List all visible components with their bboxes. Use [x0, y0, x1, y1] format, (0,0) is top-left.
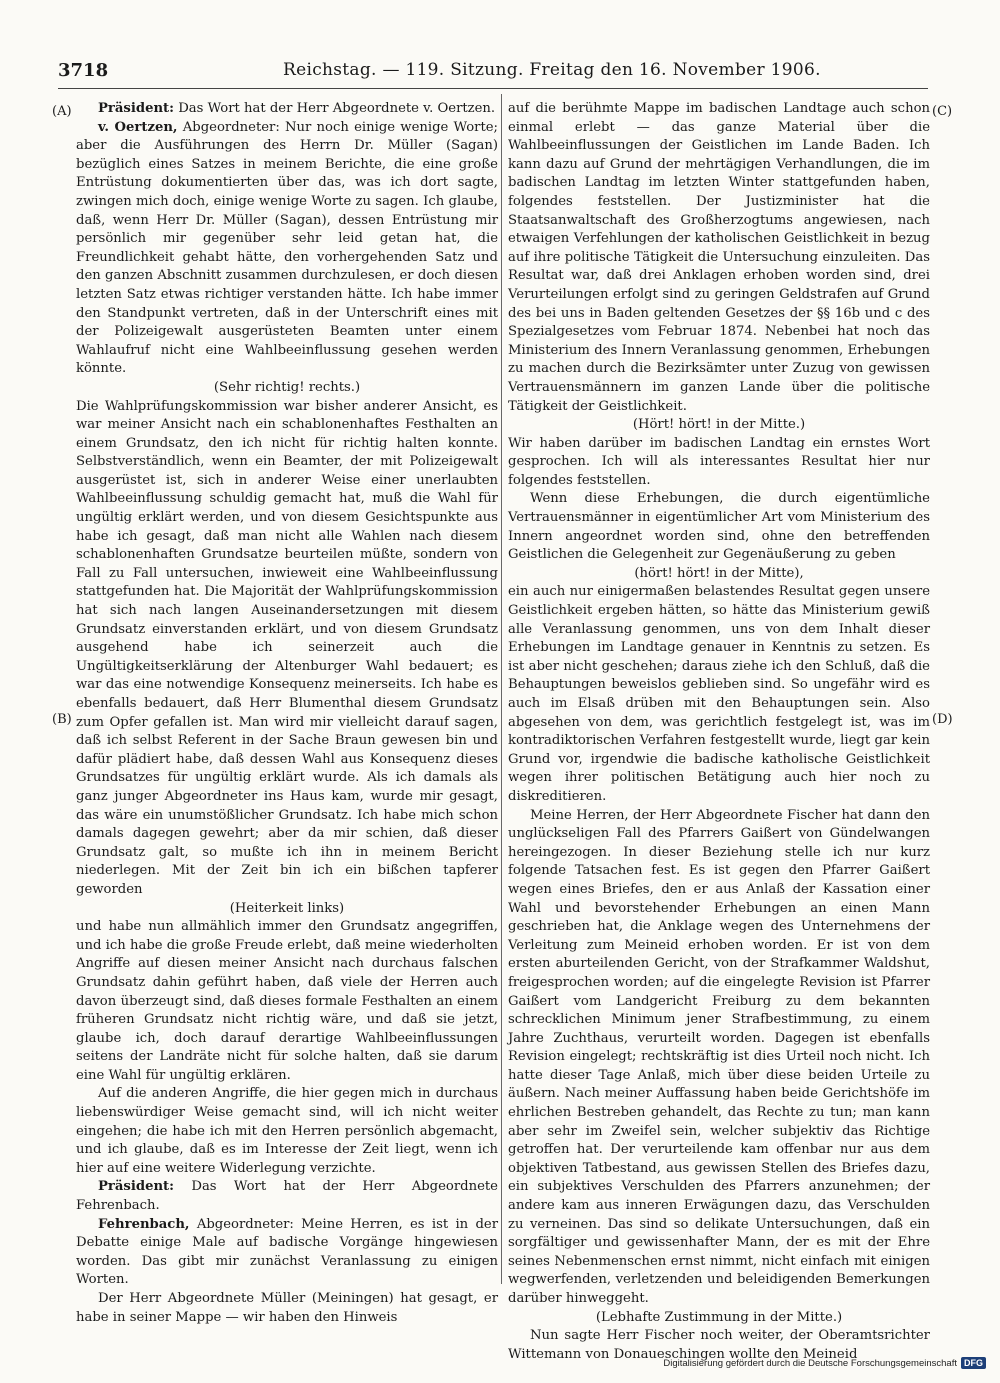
paragraph	[76, 1216, 498, 1290]
paragraph	[76, 119, 498, 379]
paragraph: Der Herr Abgeordnete Müller (Meiningen) hat gesagt, er habe in seiner Mappe — wir haben den Hinweis	[76, 1291, 498, 1325]
running-title: Reichstag. — 119. Sitzung. Freitag den 16. November 1906.	[283, 60, 821, 80]
paragraph: und habe nun allmählich immer den Grundsatz angegriffen, und ich habe die große Freude erlebt, daß meine wiederholten Angriffe auf diesen meiner Ansicht nach durchaus falschen Grundsatz dahin geführt haben, daß viele der Herren auch davon überzeugt sind, daß dieses formale Festhalten an einem früheren Grundsatz nicht richtig wäre, und daß sie jetzt, glaube ich, doch darauf derartige Wahlbeeinflussungen seitens der Landräte nicht für solche halten, daß sie darum eine Wahl für ungültig erklären.	[76, 919, 498, 1083]
paragraph	[76, 1178, 498, 1215]
header-rule	[58, 88, 928, 89]
paragraph: auf die berühmte Mappe im badischen Landtage auch schon einmal erlebt — das ganze Material über die Wahlbeeinflussungen der Geistlichen im Lande Baden. Ich kann dazu auf Grund der mehrtägigen Verhandlungen, die im badischen Landtag im letzten Winter stattgefunden haben, folgendes feststellen. Der Justizminister hat die Staatsanwaltschaft des Großherzogtums angewiesen, nach etwaigen Verfehlungen der katholischen Geistlichkeit in bezug auf ihre politische Tätigkeit die Untersuchung einzuleiten. Das Resultat war, daß drei Anklagen erhoben worden sind, drei Verurteilungen erfolgt sind zu geringen Geldstrafen auf Grund des bei uns in Baden geltenden Gesetzes der §§ 16b und c des Spezialgesetzes vom Februar 1874. Nebenbei hat noch das Ministerium des Innern Veranlassung genommen, Erhebungen zu machen durch die Bezirksämter unter Zuzug von gewissen Vertrauensmännern im ganzen Lande über die politische Tätigkeit der Geistlichkeit.	[508, 101, 930, 414]
interjection: (Lebhafte Zustimmung in der Mitte.)	[595, 1309, 843, 1325]
speaker-name: Präsident:	[98, 101, 175, 116]
right-column	[508, 100, 930, 1362]
margin-marker-b: (B)	[52, 712, 72, 727]
page-number: 3718	[58, 60, 109, 81]
paragraph: Wir haben darüber im badischen Landtag ein ernstes Wort gesprochen. Ich will als interessantes Resultat hier nur folgendes feststellen.	[508, 435, 930, 488]
paragraph-text: Abgeordneter: Nur noch einige wenige Worte; aber die Ausführungen des Herrn Dr. Müller (Sagan) bezüglich eines Satzes in meinem Berichte, die eine große Entrüstung dokumentierten über das, was ich dort sagte, zwingen mich doch, einige wenige Worte zu sagen. Ich glaube, daß, wenn Herr Dr. Müller (Sagan), dessen Entrüstung mir persönlich mir gegenüber sehr leid getan hat, die Freundlichkeit gehabt hätte, den vorhergehenden Satz und den ganzen Abschnitt zusammen durchzulesen, er doch diesen letzten Satz etwas richtiger verstanden hätte. Ich habe immer den Standpunkt vertreten, daß in der Unterschrift eines mit der Polizeigewalt ausgerüsteten Beamten unter einem Wahlaufruf nicht eine Wahlbeeinflussung gesehen werden könnte.	[76, 119, 499, 377]
paragraph-text: Das Wort hat der Herr Abgeordnete v. Oertzen.	[174, 101, 496, 116]
margin-marker-a: (A)	[52, 104, 72, 119]
column-divider	[501, 94, 502, 1284]
page-header	[58, 60, 928, 84]
speaker-name: Fehrenbach,	[98, 1216, 190, 1232]
paragraph: Nun sagte Herr Fischer noch weiter, der Oberamtsrichter Wittemann von Donaueschingen wollte den Meineid	[508, 1328, 930, 1362]
interjection: (Sehr richtig! rechts.)	[213, 379, 361, 395]
paragraph	[76, 100, 498, 119]
paragraph: Wenn diese Erhebungen, die durch eigentümliche Vertrauensmänner in eigentümlicher Art vom Ministerium des Innern angeordnet worden sind, ohne den betreffenden Geistlichen die Gelegenheit zur Gegenäußerung zu geben	[508, 491, 930, 563]
paragraph: Auf die anderen Angriffe, die hier gegen mich in durchaus liebenswürdiger Weise gemacht sind, will ich nicht weiter eingehen; die habe ich mit den Herren persönlich abgemacht, und ich glaube, daß es im Interesse der Zeit liegt, wenn ich hier auf eine weitere Widerlegung verzichte.	[76, 1086, 498, 1176]
margin-marker-d: (D)	[932, 712, 953, 727]
paragraph: ein auch nur einigermaßen belastendes Resultat gegen unsere Geistlichkeit ergeben hätten, so hätte das Ministerium gewiß alle Veranlassung genommen, uns von dem Inhalt dieser Erhebungen im Landtage genauer in Kenntnis zu setzen. Es ist aber nicht geschehen; daraus ziehe ich den Schluß, daß die Behauptungen beweislos geblieben sind. So ungefähr wird es auch im Elsaß drüben mit den Behauptungen sein. Also abgesehen von dem, was gerichtlich festgelegt ist, was im kontradiktorischen Verfahren festgestellt wurde, liegt gar kein Grund vor, irgendwie die badische katholische Geistlichkeit wegen ihrer politischen Betätigung auch hier noch zu diskreditieren.	[508, 584, 930, 804]
interjection: (Heiterkeit links)	[229, 900, 345, 916]
interjection: (Hört! hört! in der Mitte.)	[632, 417, 806, 433]
margin-marker-c: (C)	[932, 104, 953, 119]
left-column	[76, 100, 499, 1325]
speaker-name: Präsident:	[98, 1179, 175, 1195]
credit-text: Digitalisierung gefördert durch die Deutsche Forschungsgemeinschaft	[663, 1357, 957, 1369]
paragraph-text: Das Wort hat der Herr Abgeordnete Fehrenbach.	[76, 1179, 498, 1214]
paragraph: Die Wahlprüfungskommission war bisher anderer Ansicht, es war meiner Ansicht nach ein schablonenhaftes Festhalten an einem Grundsatz, den ich nicht für richtig halten konnte. Selbstverständlich, wenn ein Beamter, der mit Polizeigewalt ausgerüstet ist, sich in anderer Weise einer unerlaubten Wahlbeeinflussung schuldig gemacht hat, muß die Wahl für ungültig erklärt werden, und von diesem Gesichtspunkte aus habe ich gesagt, daß man nicht alle Wahlen nach diesem schablonenhaften Grundsatze beurteilen müßte, sondern von Fall zu Fall untersuchen, inwieweit eine Wahlbeeinflussung stattgefunden hat. Die Majorität der Wahlprüfungskommission hat sich nach langen Auseinandersetzungen mit diesem Grundsatz einverstanden erklärt, und von diesem Grundsatz ausgehend habe ich seinerzeit auch die Ungültigkeitserklärung der Altenburger Wahl bedauert; es war das eine notwendige Konsequenz meinerseits. Ich habe es ebenfalls bedauert, daß Herr Blumenthal diesem Grundsatz zum Opfer gefallen ist. Man wird mir vielleicht darauf sagen, daß ich selbst Referent in der Sache Braun gewesen bin und dafür plädiert habe, daß dessen Wahl aus Konsequenz dieses Grundsatzes für ungültig erklärt wurde. Als ich damals als ganz junger Abgeordneter ins Haus kam, wurde mir gesagt, das wäre ein unumstößlicher Grundsatz. Ich habe mich schon damals dagegen gewehrt; aber da mir schien, daß dieser Grundsatz galt, so mußte ich ihn in meinem Bericht niederlegen. Mit der Zeit bin ich ein bißchen tapferer geworden	[76, 398, 498, 897]
speaker-name: v. Oertzen,	[98, 119, 178, 135]
paragraph: Meine Herren, der Herr Abgeordnete Fischer hat dann den unglückseligen Fall des Pfarrers Gaißert von Gündelwangen hereingezogen. In dieser Beziehung stelle ich nur kurz folgende Tatsachen fest. Es ist gegen den Pfarrer Gaißert wegen eines Briefes, den er aus Anlaß der Kassation einer Wahl und bevorstehender Erhebungen an einen Mann geschrieben hat, die Anklage wegen des Unternehmens der Verleitung zum Meineid erhoben worden. Er ist von dem ersten aburteilenden Gericht, von der Strafkammer Waldshut, freigesprochen worden; auf die eingelegte Revision ist Pfarrer Gaißert vom Landgericht Freiburg zu dem bekannten schrecklichen Minimum jener Strafbestimmung, zu einem Jahre Zuchthaus, verurteilt worden. Dagegen ist ebenfalls Revision eingelegt; rechtskräftig ist dies Urteil noch nicht. Ich hatte dieser Tage Anlaß, mich über diese beiden Urteile zu äußern. Nach meiner Auffassung haben beide Gerichtshöfe im ehrlichen Bestreben gehandelt, das Rechte zu tun; man kann aber sehr im Zweifel sein, welcher subjektiv das Richtige getroffen hat. Der verurteilende kam offenbar nur aus dem objektiven Tatbestand, aus gewissen Stellen des Briefes dazu, ein subjektives Verschulden des Pfarrers anzunehmen; der andere kam aus inneren Erwägungen dazu, das Verschulden zu verneinen. Das sind so delikate Untersuchungen, daß ein sorgfältiger und gewissenhafter Mann, der es mit der Ehre seines Nebenmenschen ernst nimmt, nicht einfach mit einigen wegwerfenden, verletzenden und beleidigenden Bemerkungen darüber hinweggeht.	[508, 807, 930, 1306]
dfg-logo: DFG	[961, 1357, 986, 1369]
interjection: (hört! hört! in der Mitte),	[634, 565, 804, 581]
paragraph-text: Abgeordneter: Meine Herren, es ist in der Debatte einige Male auf badische Vorgänge hingewiesen worden. Das gibt mir zunächst Veranlassung zu einigen Worten.	[76, 1216, 498, 1288]
digitization-credit	[663, 1357, 986, 1369]
